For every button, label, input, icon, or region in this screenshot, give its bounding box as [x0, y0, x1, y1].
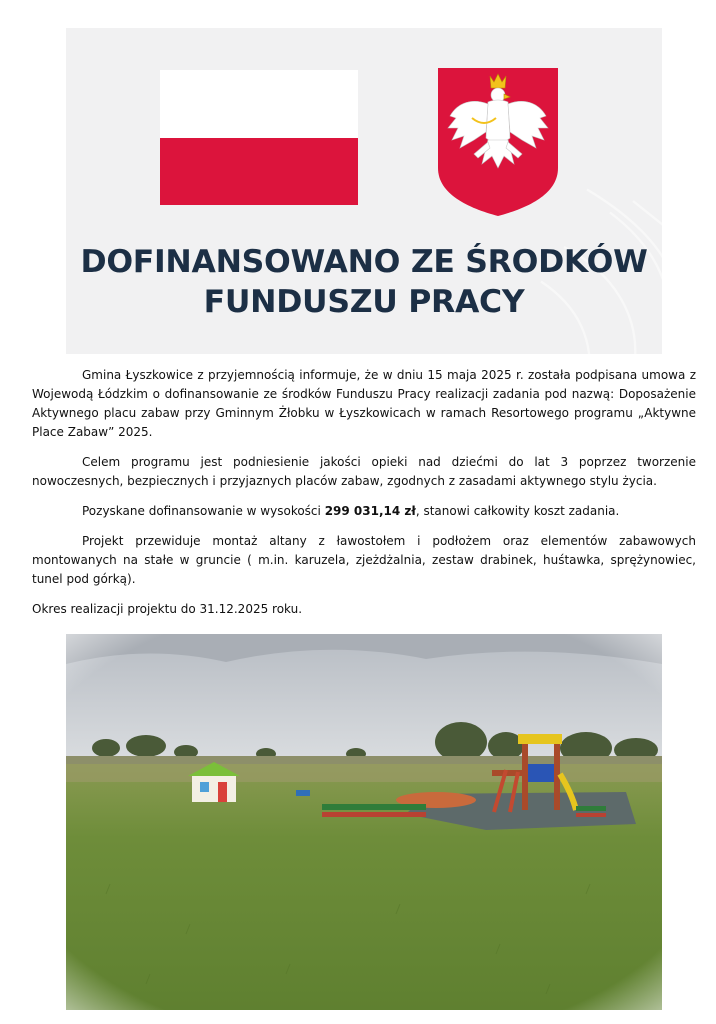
headline-line-2: FUNDUSZU PRACY: [203, 284, 525, 320]
polish-flag: [160, 70, 358, 205]
paragraph-period: Okres realizacji projektu do 31.12.2025 roku.: [32, 602, 303, 616]
page-title: [66, 242, 662, 322]
paragraph-project-scope: Projekt przewiduje montaż altany z ławostołem i podłożem oraz elementów zabawowych montowanych na stałe w gruncie ( m.in. karuzela, zjeżdżalnia, zestaw drabinek, huśtawka, sprężynowiec, tunel pod górką).: [32, 534, 696, 586]
paragraph-program-goal: Celem programu jest podniesienie jakości opieki nad dziećmi do lat 3 poprzez tworzenie nowoczesnych, bezpiecznych i przyjaznych placów zabaw, zgodnych z zasadami aktywnego stylu życia.: [32, 455, 696, 488]
paragraph-funding: [32, 502, 696, 521]
funding-text-after: , stanowi całkowity koszt zadania.: [415, 504, 620, 518]
article-body: [32, 366, 696, 630]
funding-text-before: Pozyskane dofinansowanie w wysokości: [82, 504, 325, 518]
paragraph-announcement: Gmina Łyszkowice z przyjemnością informuje, że w dniu 15 maja 2025 r. została podpisana umowa z Wojewodą Łódzkim o dofinansowanie ze środków Funduszu Pracy realizacji zadania pod nazwą: Doposażenie Aktywnego placu zabaw przy Gminnym Żłobku w Łyszkowicach w ramach Resortowego programu „Aktywne Place Zabaw” 2025.: [32, 368, 696, 439]
playground-photo: [66, 634, 662, 1010]
funding-amount: 299 031,14 zł: [324, 504, 416, 518]
headline-line-1: DOFINANSOWANO ZE ŚRODKÓW: [80, 244, 648, 280]
polish-eagle-emblem: [438, 68, 558, 216]
playground-photo-illustration: [66, 634, 662, 1010]
header-banner: [66, 28, 662, 354]
